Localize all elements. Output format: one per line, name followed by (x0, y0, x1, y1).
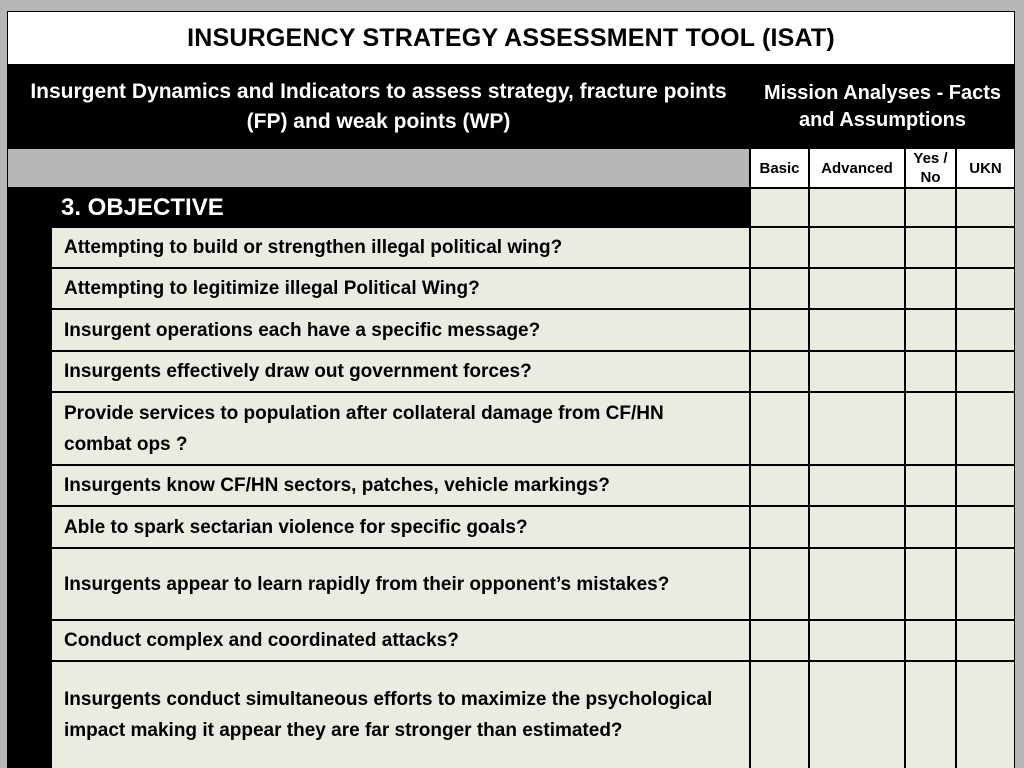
cell-ukn (957, 662, 1014, 768)
cell-advanced (810, 549, 904, 619)
cell-basic (751, 269, 808, 308)
cell-ukn (957, 621, 1014, 660)
cell-yes-no (906, 352, 955, 391)
header-band (8, 149, 749, 187)
cell-advanced (810, 662, 904, 768)
cell-basic (751, 549, 808, 619)
table-row: Attempting to build or strengthen illegal political wing? (52, 228, 749, 267)
cell-basic (751, 507, 808, 547)
table-row: Insurgents conduct simultaneous efforts to maximize the psychological impact making it appear they are far stronger than estimated? (52, 662, 749, 768)
cell-basic (751, 621, 808, 660)
cell-advanced (810, 269, 904, 308)
cell-advanced (810, 189, 904, 226)
cell-basic (751, 662, 808, 768)
cell-advanced (810, 507, 904, 547)
column-header-advanced: Advanced (810, 149, 904, 187)
table-row: Insurgents effectively draw out government forces? (52, 352, 749, 391)
cell-yes-no (906, 662, 955, 768)
cell-ukn (957, 189, 1014, 226)
cell-advanced (810, 352, 904, 391)
table-row: Provide services to population after collateral damage from CF/HN combat ops ? (52, 393, 749, 464)
cell-advanced (810, 310, 904, 350)
column-header-ukn: UKN (957, 149, 1014, 187)
cell-yes-no (906, 621, 955, 660)
column-header-basic: Basic (751, 149, 808, 187)
table-row: Insurgents know CF/HN sectors, patches, vehicle markings? (52, 466, 749, 505)
cell-yes-no (906, 189, 955, 226)
cell-ukn (957, 228, 1014, 267)
table-row: Conduct complex and coordinated attacks? (52, 621, 749, 660)
cell-yes-no (906, 393, 955, 464)
page-title: INSURGENCY STRATEGY ASSESSMENT TOOL (ISAT) (8, 12, 1014, 64)
mission-analyses-header: Mission Analyses - Facts and Assumptions (751, 66, 1014, 147)
table-row: Able to spark sectarian violence for specific goals? (52, 507, 749, 547)
cell-yes-no (906, 269, 955, 308)
cell-ukn (957, 352, 1014, 391)
table-row: Insurgent operations each have a specific message? (52, 310, 749, 350)
cell-ukn (957, 466, 1014, 505)
cell-yes-no (906, 549, 955, 619)
indicators-header: Insurgent Dynamics and Indicators to assess strategy, fracture points (FP) and weak points (WP) (8, 66, 749, 147)
column-header-yes-no: Yes / No (906, 149, 955, 187)
cell-yes-no (906, 310, 955, 350)
cell-advanced (810, 393, 904, 464)
cell-advanced (810, 466, 904, 505)
table-row: Attempting to legitimize illegal Political Wing? (52, 269, 749, 308)
cell-yes-no (906, 466, 955, 505)
cell-basic (751, 228, 808, 267)
cell-ukn (957, 310, 1014, 350)
cell-ukn (957, 507, 1014, 547)
cell-advanced (810, 228, 904, 267)
cell-ukn (957, 393, 1014, 464)
section-title: 3. OBJECTIVE (52, 189, 749, 226)
cell-advanced (810, 621, 904, 660)
cell-ukn (957, 549, 1014, 619)
cell-basic (751, 310, 808, 350)
cell-basic (751, 393, 808, 464)
table-row: Insurgents appear to learn rapidly from their opponent’s mistakes? (52, 549, 749, 619)
cell-yes-no (906, 228, 955, 267)
cell-yes-no (906, 507, 955, 547)
cell-basic (751, 189, 808, 226)
cell-basic (751, 352, 808, 391)
cell-ukn (957, 269, 1014, 308)
cell-basic (751, 466, 808, 505)
